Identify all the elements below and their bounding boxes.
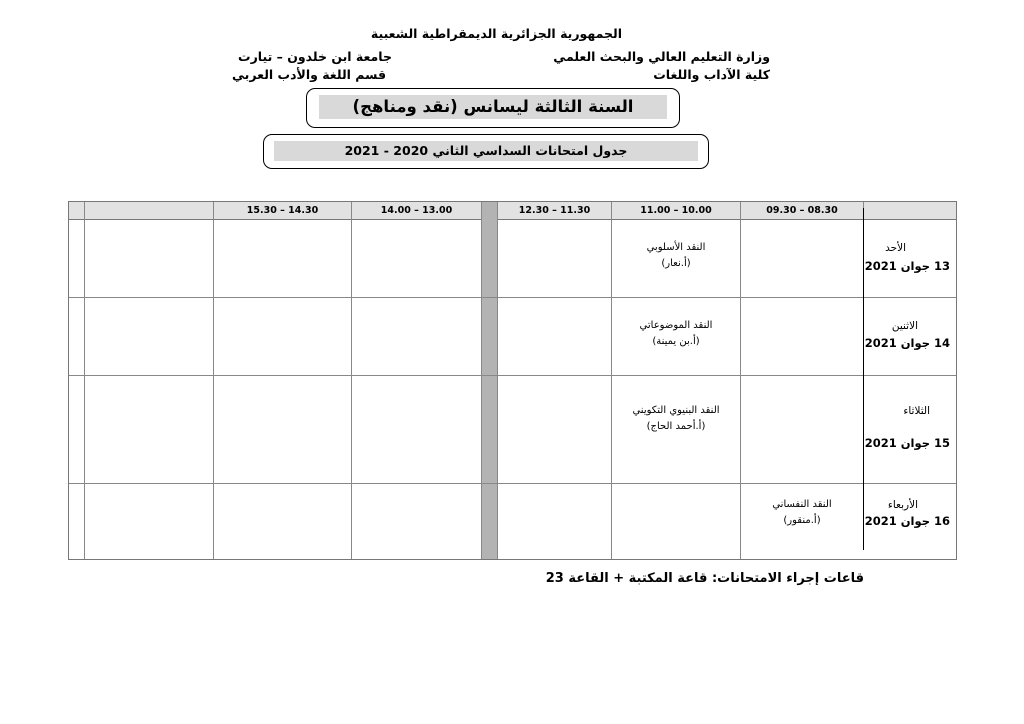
day-date: 14 جوان 2021 (864, 336, 950, 350)
course-teacher: (أ.نعار) (661, 258, 691, 269)
course-teacher: (أ.أحمد الحاج) (646, 421, 706, 432)
day-name: الأربعاء (887, 499, 918, 511)
day-name: الاثنين (891, 320, 918, 332)
ministry-header: وزارة التعليم العالي والبحث العلمي (553, 49, 770, 64)
exam-rooms-note: قاعات إجراء الامتحانات: قاعة المكتبة + القاعة 23 (545, 571, 864, 586)
day-date: 15 جوان 2021 (864, 436, 950, 450)
day-date: 13 جوان 2021 (864, 259, 950, 273)
day-column-divider (863, 208, 864, 550)
course-name: النقد البنيوي التكويني (632, 405, 720, 416)
time-slot-header: 15.30 – 14.30 (246, 205, 319, 216)
title-box (306, 88, 680, 128)
page-subtitle: جدول امتحانات السداسي الثاني 2020 - 2021 (274, 141, 698, 161)
page-title: السنة الثالثة ليسانس (نقد ومناهج) (319, 95, 667, 119)
day-name: الأحد (885, 242, 906, 254)
exam-schedule-table (68, 201, 957, 560)
time-slot-header: 09.30 – 08.30 (766, 205, 838, 216)
faculty-header: كلية الآداب واللغات (653, 67, 770, 82)
course-name: النقد النفساني (772, 499, 832, 510)
university-header: جامعة ابن خلدون – تيارت (238, 49, 392, 64)
department-header: قسم اللغة والأدب العربي (232, 67, 386, 82)
day-name: الثلاثاء (903, 405, 930, 417)
break-column (481, 202, 497, 559)
course-name: النقد الأسلوبي (646, 242, 706, 253)
course-teacher: (أ.بن يمينة) (652, 336, 700, 347)
course-teacher: (أ.منقور) (783, 515, 821, 526)
time-slot-header: 11.00 – 10.00 (640, 205, 712, 216)
time-slot-header: 12.30 – 11.30 (518, 205, 591, 216)
course-name: النقد الموضوعاتي (639, 320, 713, 331)
day-date: 16 جوان 2021 (864, 514, 950, 528)
republic-header: الجمهورية الجزائرية الديمقراطية الشعبية (370, 26, 622, 41)
time-slot-header: 14.00 – 13.00 (380, 205, 453, 216)
subtitle-box (263, 134, 709, 169)
